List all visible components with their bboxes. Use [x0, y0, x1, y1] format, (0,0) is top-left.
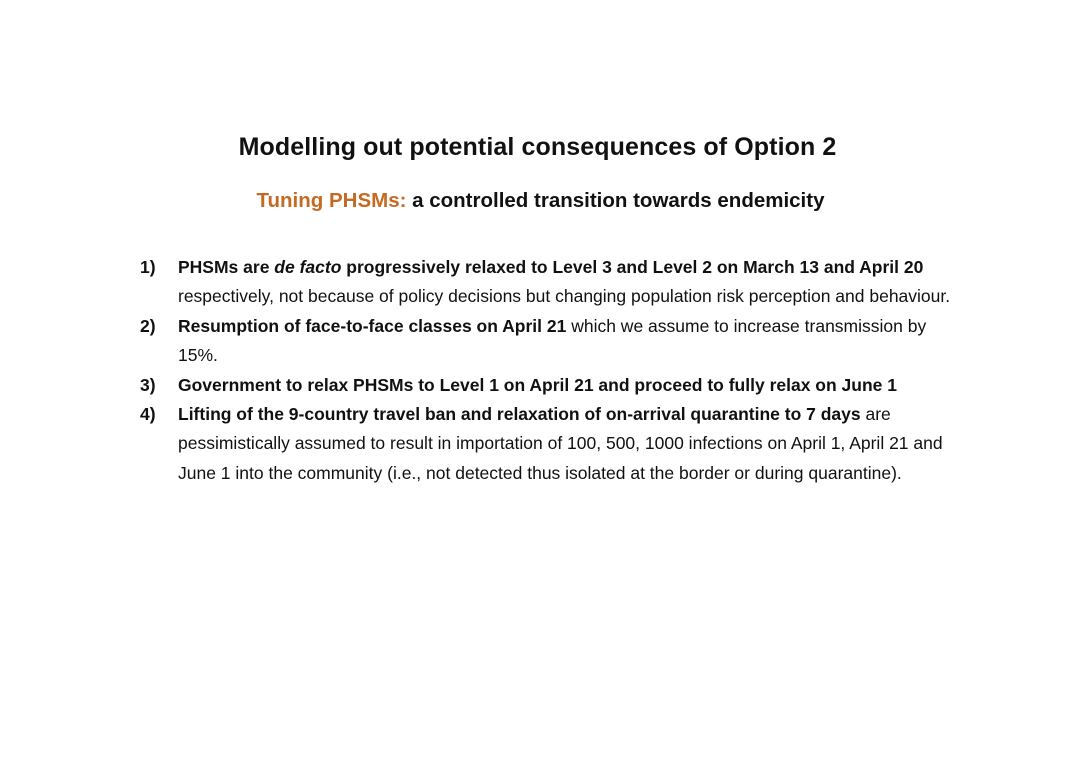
item-text: are pessimistically assumed to result in importation of 100, 500, 1000 infections on April 1, April 21 and June 1 into the community (i.e., not detected thus isolated at the border or during quarantine).	[178, 404, 943, 483]
item-bold-text: PHSMs are	[178, 257, 275, 277]
item-text: respectively, not because of policy decisions but changing population risk perception and behaviour.	[178, 286, 951, 307]
subtitle-accent: Tuning PHSMs:	[256, 189, 407, 212]
slide-title: Modelling out potential consequences of Option 2	[238, 133, 837, 161]
item-text: which we assume to increase transmission by 15%.	[178, 315, 927, 366]
slide-subtitle	[0, 186, 1080, 216]
numbered-list	[140, 253, 960, 488]
list-item	[140, 400, 960, 488]
item-number: 4)	[140, 404, 156, 425]
item-number: 3)	[140, 374, 156, 395]
item-number: 2)	[140, 315, 156, 336]
item-bold-text: progressively relaxed to Level 3 and Level 2 on March 13 and April 20	[341, 257, 924, 277]
item-bold-text: Resumption of face-to-face classes on April 21	[178, 315, 567, 336]
item-number: 1)	[140, 257, 156, 277]
subtitle-rest: a controlled transition towards endemicity	[406, 189, 825, 212]
list-item	[140, 371, 960, 400]
item-bold-text: Government to relax PHSMs to Level 1 on April 21 and proceed to fully relax on June 1	[178, 374, 897, 395]
list-item	[140, 312, 960, 371]
item-bold-italic-text: de facto	[274, 257, 342, 277]
list-item	[140, 253, 960, 312]
item-bold-text: Lifting of the 9-country travel ban and relaxation of on-arrival quarantine to 7 days	[178, 404, 861, 425]
